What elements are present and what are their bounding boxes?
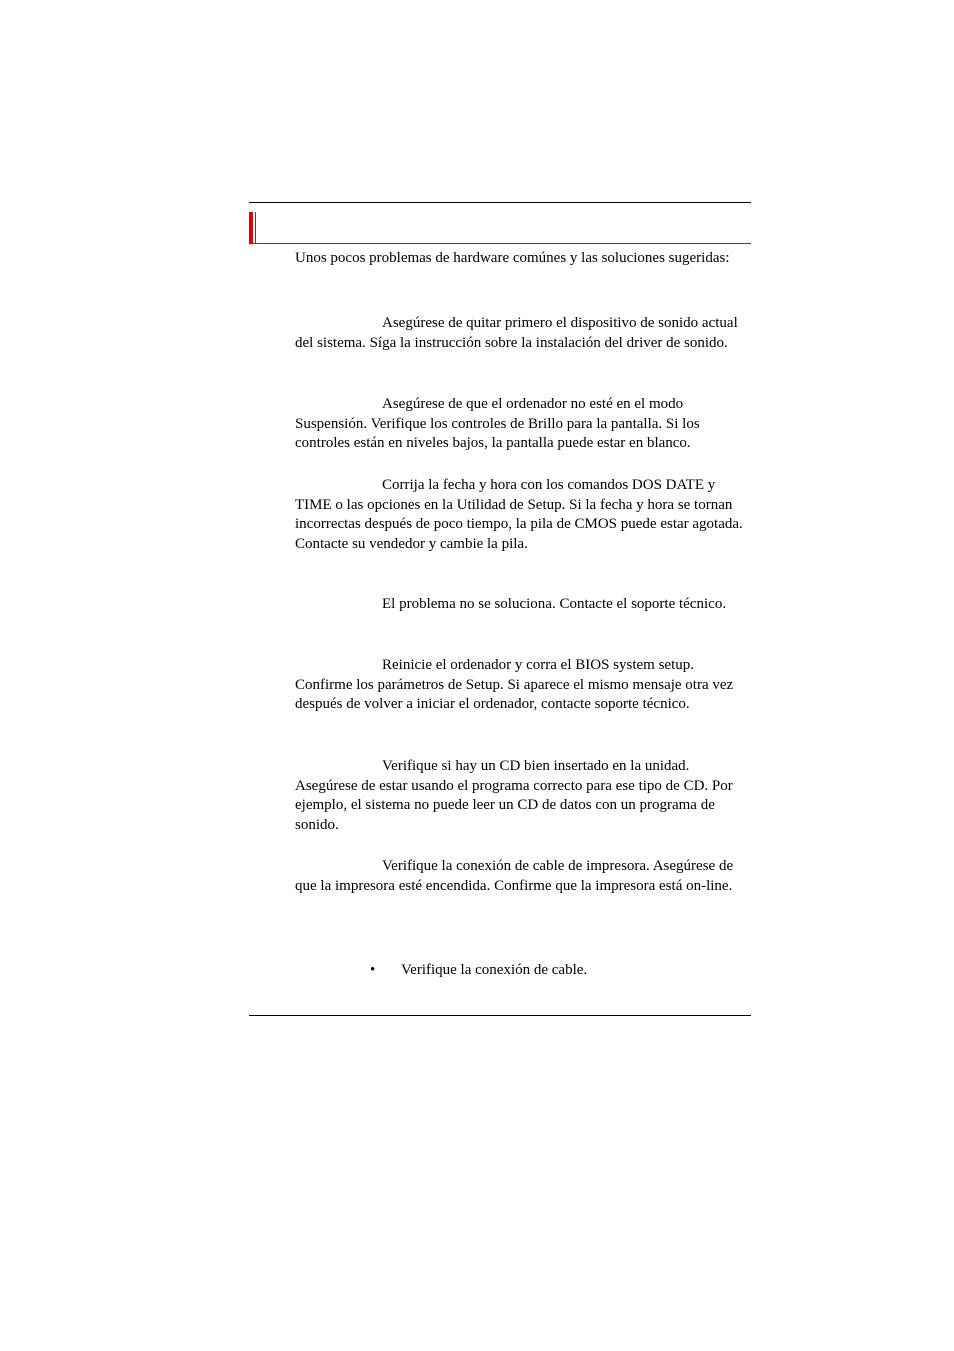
solution-cd: Verifique si hay un CD bien insertado en la unidad. Asegúrese de estar usando el programa correcto para ese tipo de CD. Por ejemplo, el sistema no puede leer un CD de datos con un programa de sonido. [295, 758, 733, 833]
section-heading-bar [249, 212, 751, 244]
section-marker-line [255, 212, 256, 244]
section-marker [249, 212, 253, 244]
section-underline [249, 243, 751, 244]
bullet-text: Verifique la conexión de cable. [401, 962, 588, 978]
solution-clock: Corrija la fecha y hora con los comandos DOS DATE y TIME o las opciones en la Utilidad de Setup. Si la fecha y hora se tornan incorrectas después de poco tiempo, la pila de CMOS puede estar agotada. Contacte su vendedor y cambie la pila. [295, 477, 743, 552]
intro-paragraph: Unos pocos problemas de hardware comúnes y las soluciones sugeridas: [295, 250, 730, 266]
solution-audio: Asegúrese de quitar primero el dispositivo de sonido actual del sistema. Síga la instrucción sobre la instalación del driver de sonido. [295, 315, 738, 351]
bullet-icon: • [370, 962, 376, 978]
solution-printer: Verifique la conexión de cable de impresora. Asegúrese de que la impresora esté encendida. Confirme que la impresora está on-line. [295, 858, 734, 894]
top-rule [249, 202, 751, 203]
solution-display: Asegúrese de que el ordenador no esté en el modo Suspensión. Verifique los controles de Brillo para la pantalla. Si los controles están en niveles bajos, la pantalla puede estar en blanco. [295, 396, 700, 452]
bottom-rule [249, 1015, 751, 1016]
solution-hardware: El problema no se soluciona. Contacte el soporte técnico. [382, 596, 727, 612]
solution-bios: Reinicie el ordenador y corra el BIOS system setup. Confirme los parámetros de Setup. Si aparece el mismo mensaje otra vez después de volver a iniciar el ordenador, contacte soporte técnico. [295, 657, 734, 713]
